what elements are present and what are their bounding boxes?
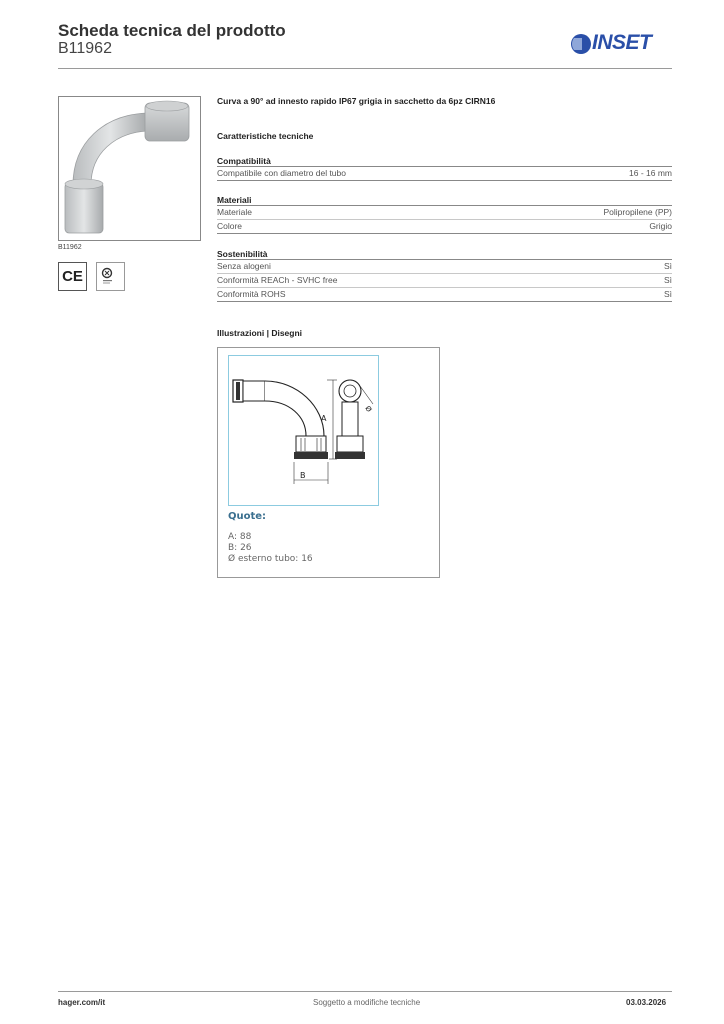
product-code: B11962 [58, 40, 112, 57]
spec-value: 16 - 16 mm [629, 168, 672, 178]
quote-line: Ø esterno tubo: 16 [228, 554, 313, 564]
header-divider [58, 68, 672, 69]
spec-value: Sì [663, 289, 672, 299]
spec-row [217, 220, 672, 234]
quote-line: B: 26 [228, 543, 252, 553]
dimension-drawing-icon [229, 356, 378, 505]
spec-row [217, 288, 672, 302]
spec-value: Grigio [649, 221, 672, 231]
quotes-title: Quote: [228, 511, 267, 522]
spec-row [217, 260, 672, 274]
spec-label: Senza alogeni [217, 261, 271, 271]
spec-row [217, 167, 672, 181]
certification-mark-icon [96, 262, 125, 291]
spec-group-title: Sostenibilità [217, 249, 672, 260]
illustration-panel [217, 347, 440, 578]
logo-mark-icon [570, 32, 594, 56]
spec-label: Colore [217, 221, 243, 231]
brand-logo [570, 32, 674, 56]
spec-group-compatibility [217, 156, 672, 181]
spec-row [217, 274, 672, 288]
footer-notice: Soggetto a modifiche tecniche [313, 998, 421, 1007]
spec-group-sustainability [217, 249, 672, 302]
spec-label: Compatibile con diametro del tubo [217, 168, 346, 178]
page-title: Scheda tecnica del prodotto [58, 21, 286, 40]
spec-value: Polipropilene (PP) [603, 207, 672, 217]
spec-group-title: Compatibilità [217, 156, 672, 167]
ce-mark-icon: CE [58, 262, 87, 291]
photo-caption: B11962 [58, 244, 82, 251]
spec-label: Materiale [217, 207, 252, 217]
technical-drawing [228, 355, 379, 506]
spec-group-title: Materiali [217, 195, 672, 206]
spec-label: Conformità REACh - SVHC free [217, 275, 338, 285]
spec-value: Sì [663, 261, 672, 271]
product-description: Curva a 90° ad innesto rapido IP67 grigia in sacchetto da 6pz CIRN16 [217, 96, 496, 106]
dim-b-label: B [300, 471, 306, 480]
footer-website: hager.com/it [58, 998, 106, 1007]
footer-date: 03.03.2026 [626, 998, 667, 1007]
spec-group-materials [217, 195, 672, 234]
spec-label: Conformità ROHS [217, 289, 286, 299]
product-curve-image [59, 97, 200, 240]
quote-line: A: 88 [228, 532, 252, 542]
spec-value: Sì [663, 275, 672, 285]
spec-row [217, 206, 672, 220]
dim-a-label: A [321, 414, 327, 423]
logo-text: INSET [592, 31, 652, 54]
product-photo [58, 96, 201, 241]
specs-heading: Caratteristiche tecniche [217, 131, 314, 141]
dim-d-label: Ø [363, 404, 374, 414]
illustrations-heading: Illustrazioni | Disegni [217, 328, 303, 338]
footer-divider [58, 991, 672, 992]
